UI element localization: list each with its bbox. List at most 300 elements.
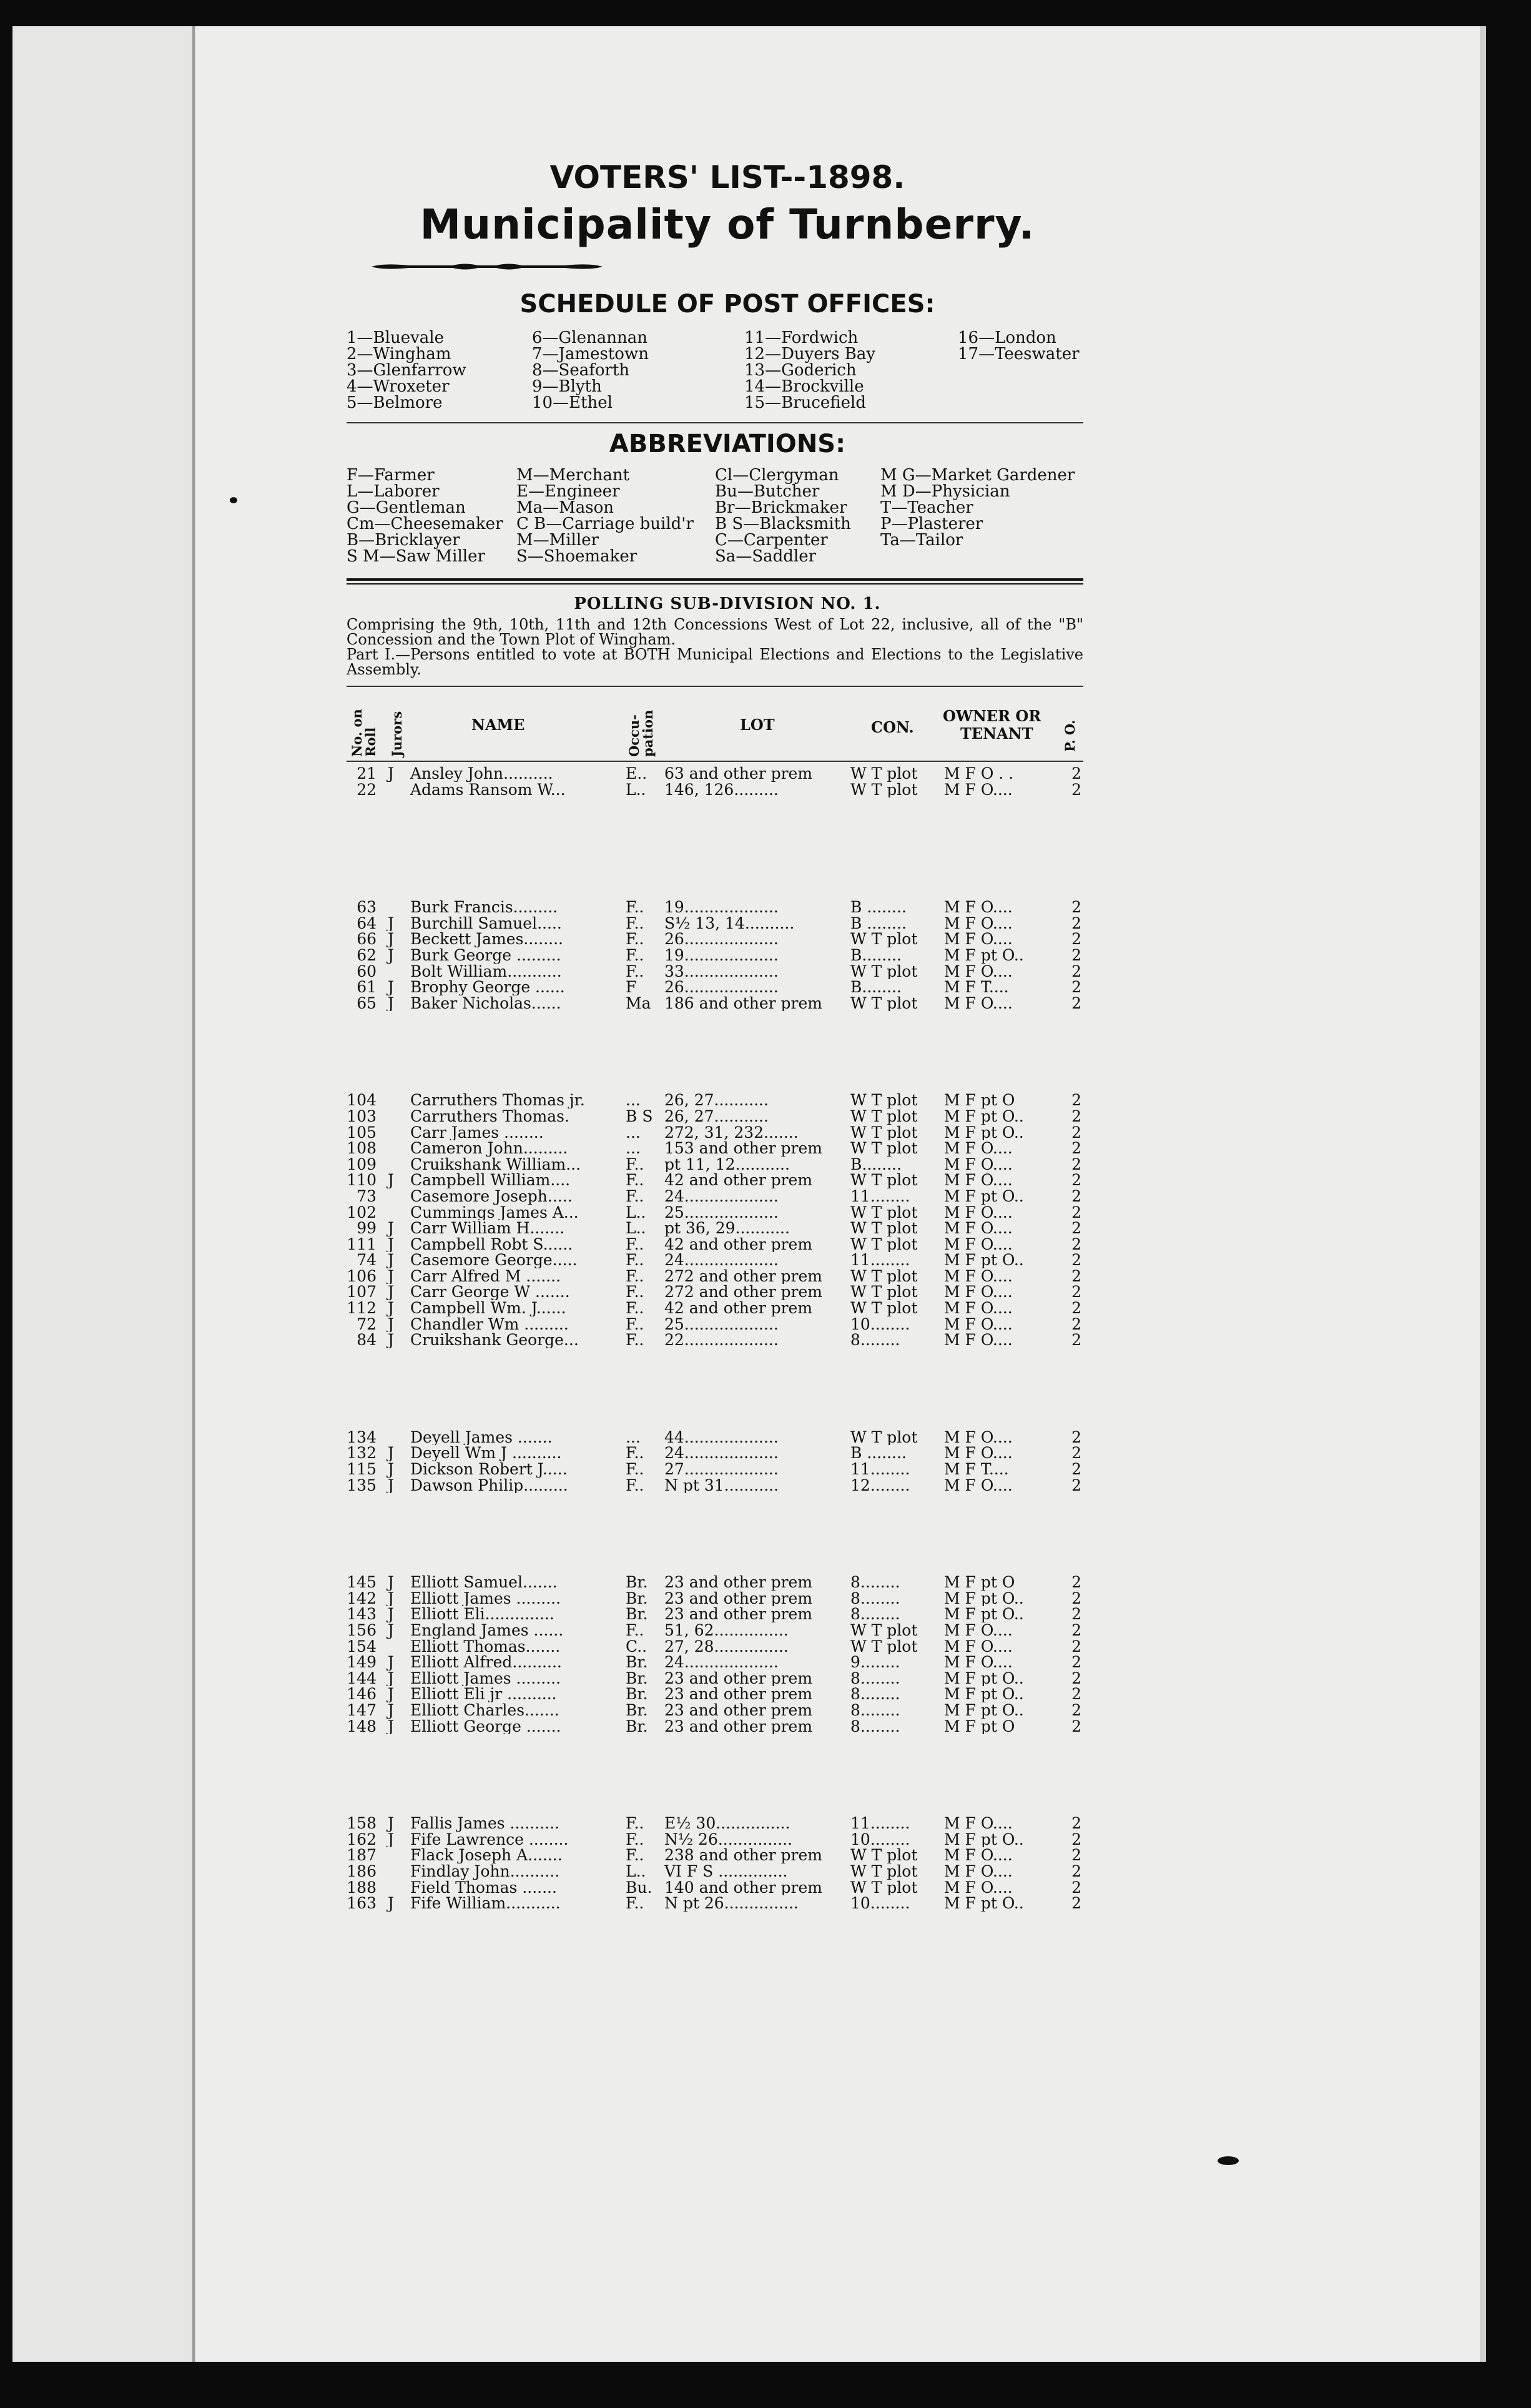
post-office: 2	[1071, 1815, 1081, 1832]
voter-row	[347, 1880, 1083, 1896]
voter-row	[347, 1188, 1083, 1205]
juror-mark: J	[387, 1718, 395, 1735]
lot: 42 and other prem	[664, 1236, 813, 1253]
voter-name: Baker Nicholas......	[410, 995, 561, 1012]
lot: 26, 27...........	[664, 1092, 769, 1108]
lot: 238 and other prem	[664, 1847, 822, 1863]
occupation: F..	[626, 1156, 644, 1173]
concession: 8........	[850, 1718, 900, 1735]
lot: 272 and other prem	[664, 1268, 822, 1285]
voter-row	[347, 1719, 1083, 1735]
lot: 23 and other prem	[664, 1590, 813, 1607]
occupation: F..	[626, 1461, 644, 1478]
roll-number: 102	[347, 1204, 377, 1221]
post-office: 2	[1071, 1124, 1081, 1141]
post-office-entry: 17—Teeswater	[958, 345, 1080, 363]
lot: 23 and other prem	[664, 1606, 813, 1622]
occupation: ...	[626, 1124, 641, 1141]
owner-tenant: M F O....	[944, 1316, 1013, 1333]
post-office: 2	[1071, 1477, 1081, 1494]
lot: 26...................	[664, 979, 779, 995]
voter-name: Campbell William....	[410, 1172, 571, 1188]
voter-row	[347, 1606, 1083, 1622]
voter-name: Deyell Wm J ..........	[410, 1445, 562, 1462]
post-office-schedule	[347, 330, 1083, 411]
roll-number: 134	[347, 1429, 377, 1446]
occupation: F..	[626, 963, 644, 980]
roll-number: 156	[347, 1622, 377, 1639]
post-office-entry: 12—Duyers Bay	[744, 345, 876, 363]
concession: 10........	[850, 1316, 910, 1333]
abbreviation-column	[516, 467, 715, 565]
abbreviations-list	[347, 467, 1083, 565]
post-office: 2	[1071, 1686, 1081, 1702]
header-jurors: Jurors	[389, 711, 405, 757]
post-office-entry: 9—Blyth	[532, 377, 602, 396]
lot: 23 and other prem	[664, 1686, 813, 1702]
concession: 8........	[850, 1702, 900, 1719]
concession: W T plot	[850, 1268, 918, 1285]
juror-mark: J	[387, 1895, 395, 1912]
voter-row	[347, 915, 1083, 932]
owner-tenant: M F O....	[944, 781, 1013, 798]
abbreviation-entry: M—Merchant	[516, 466, 630, 485]
occupation: L..	[626, 1220, 646, 1236]
post-office-entry: 5—Belmore	[347, 393, 443, 412]
abbreviation-entry: Sa—Saddler	[715, 547, 817, 566]
juror-mark: J	[387, 1461, 395, 1478]
owner-tenant: M F O....	[944, 899, 1013, 915]
concession: B ........	[850, 899, 907, 915]
owner-tenant: M F O....	[944, 1847, 1013, 1863]
owner-tenant: M F O....	[944, 1332, 1013, 1348]
lot: 63 and other prem	[664, 766, 813, 782]
post-office: 2	[1071, 1718, 1081, 1735]
voter-row	[347, 1654, 1083, 1670]
voter-name: Elliott George .......	[410, 1718, 561, 1735]
roll-number: 146	[347, 1686, 377, 1702]
post-office: 2	[1071, 1220, 1081, 1236]
roll-number: 73	[357, 1188, 377, 1205]
post-office: 2	[1071, 1316, 1081, 1333]
post-office: 2	[1071, 1702, 1081, 1719]
concession: W T plot	[850, 1124, 918, 1141]
juror-mark: J	[387, 1606, 395, 1622]
concession: B ........	[850, 1445, 907, 1462]
voter-name: Bolt William...........	[410, 963, 562, 980]
abbreviation-entry: Bu—Butcher	[715, 482, 820, 501]
roll-number: 72	[357, 1316, 377, 1333]
header-no-on-roll: No. on Roll	[349, 709, 378, 757]
abbreviation-entry: B—Bricklayer	[347, 531, 460, 550]
post-office: 2	[1071, 1156, 1081, 1173]
occupation: Br.	[626, 1574, 648, 1591]
voter-row	[347, 1140, 1083, 1157]
lot: 24...................	[664, 1445, 779, 1462]
voter-row	[347, 1108, 1083, 1125]
voter-row	[347, 1220, 1083, 1236]
voter-name: Adams Ransom W...	[410, 781, 566, 798]
owner-tenant: M F O . .	[944, 766, 1014, 782]
occupation: L..	[626, 1863, 646, 1880]
voter-name: Chandler Wm .........	[410, 1316, 569, 1333]
owner-tenant: M F pt O..	[944, 1895, 1024, 1912]
post-office: 2	[1071, 1252, 1081, 1268]
voter-name: Field Thomas .......	[410, 1879, 557, 1896]
post-office-entry: 3—Glenfarrow	[347, 361, 466, 380]
roll-number: 104	[347, 1092, 377, 1108]
post-office: 2	[1071, 766, 1081, 782]
voter-row	[347, 1172, 1083, 1188]
post-office-entry: 16—London	[958, 328, 1056, 347]
roll-number: 66	[357, 931, 377, 947]
owner-tenant: M F O....	[944, 1300, 1013, 1316]
owner-tenant: M F O....	[944, 1879, 1013, 1896]
juror-mark: J	[387, 931, 395, 947]
abbreviation-entry: Ma—Mason	[516, 498, 614, 517]
voter-name: Elliott Thomas.......	[410, 1638, 561, 1655]
voter-name: Elliott James .........	[410, 1590, 561, 1607]
owner-tenant: M F O....	[944, 1477, 1013, 1494]
abbreviation-entry: F—Farmer	[347, 466, 435, 485]
voter-row	[347, 1268, 1083, 1285]
lot: 186 and other prem	[664, 995, 822, 1012]
header-con: CON.	[871, 718, 914, 736]
post-office: 2	[1071, 931, 1081, 947]
voter-name: Casemore George.....	[410, 1252, 578, 1268]
roll-number: 74	[357, 1252, 377, 1268]
voter-name: Elliott James .........	[410, 1670, 561, 1687]
roll-number: 64	[357, 915, 377, 932]
schedule-column	[532, 330, 744, 411]
post-office: 2	[1071, 995, 1081, 1012]
voter-name: Campbell Robt S......	[410, 1236, 573, 1253]
occupation: F..	[626, 1236, 644, 1253]
occupation: F..	[626, 1188, 644, 1205]
post-office: 2	[1071, 1284, 1081, 1301]
juror-mark: J	[387, 1590, 395, 1607]
roll-number: 145	[347, 1574, 377, 1591]
lot: 25...................	[664, 1204, 779, 1221]
voter-row	[347, 931, 1083, 947]
lot: 23 and other prem	[664, 1574, 813, 1591]
occupation: Br.	[626, 1590, 648, 1607]
owner-tenant: M F pt O..	[944, 1252, 1024, 1268]
owner-tenant: M F pt O	[944, 1092, 1015, 1108]
schedule-column	[744, 330, 958, 411]
header-lot: LOT	[740, 716, 775, 734]
occupation: Br.	[626, 1670, 648, 1687]
concession: W T plot	[850, 1236, 918, 1253]
voter-row	[347, 1332, 1083, 1348]
roll-number: 154	[347, 1638, 377, 1655]
roll-number: 111	[347, 1236, 377, 1253]
post-office: 2	[1071, 1638, 1081, 1655]
occupation: Br.	[626, 1654, 648, 1670]
abbreviation-entry: S—Shoemaker	[516, 547, 638, 566]
occupation: C..	[626, 1638, 647, 1655]
voter-group	[347, 1092, 1083, 1348]
concession: W T plot	[850, 1092, 918, 1108]
post-office-entry: 15—Brucefield	[744, 393, 866, 412]
occupation: L..	[626, 781, 646, 798]
concession: W T plot	[850, 1863, 918, 1880]
voter-row	[347, 1478, 1083, 1494]
page-left-margin	[12, 26, 195, 2362]
roll-number: 162	[347, 1831, 377, 1848]
group-spacer	[347, 1493, 1083, 1574]
lot: pt 36, 29...........	[664, 1220, 790, 1236]
ink-speck	[1218, 2156, 1239, 2165]
post-office-entry: 13—Goderich	[744, 361, 857, 380]
occupation: Br.	[626, 1702, 648, 1719]
post-office: 2	[1071, 1879, 1081, 1896]
post-office: 2	[1071, 1236, 1081, 1253]
voter-name: Campbell Wm. J......	[410, 1300, 566, 1316]
lot: pt 11, 12...........	[664, 1156, 790, 1173]
concession: W T plot	[850, 1172, 918, 1188]
post-office-entry: 6—Glenannan	[532, 328, 647, 347]
owner-tenant: M F pt O..	[944, 1188, 1024, 1205]
voter-row	[347, 1125, 1083, 1141]
abbreviation-column	[715, 467, 880, 565]
voter-group	[347, 1815, 1083, 1912]
owner-tenant: M F O....	[944, 963, 1013, 980]
owner-tenant: M F pt O..	[944, 1124, 1024, 1141]
occupation: F..	[626, 1252, 644, 1268]
roll-number: 65	[357, 995, 377, 1012]
voter-name: Burchill Samuel.....	[410, 915, 562, 932]
occupation: L..	[626, 1204, 646, 1221]
juror-mark: J	[387, 1622, 395, 1639]
voter-name: Carr William H.......	[410, 1220, 565, 1236]
roll-number: 84	[357, 1332, 377, 1348]
voter-row	[347, 1157, 1083, 1173]
voter-row	[347, 1832, 1083, 1848]
owner-tenant: M F O....	[944, 1622, 1013, 1639]
page-right-edge	[1480, 26, 1486, 2362]
lot: 24...................	[664, 1654, 779, 1670]
roll-number: 135	[347, 1477, 377, 1494]
post-office: 2	[1071, 1606, 1081, 1622]
voter-row	[347, 1252, 1083, 1268]
post-office: 2	[1071, 1895, 1081, 1912]
post-office: 2	[1071, 1670, 1081, 1687]
lot: 27...................	[664, 1461, 779, 1478]
lot: 272, 31, 232.......	[664, 1124, 799, 1141]
occupation: F..	[626, 899, 644, 915]
juror-mark: J	[387, 947, 395, 964]
voter-row	[347, 1622, 1083, 1639]
occupation: Br.	[626, 1718, 648, 1735]
lot: 42 and other prem	[664, 1300, 813, 1316]
occupation: F..	[626, 1477, 644, 1494]
roll-number: 115	[347, 1461, 377, 1478]
ornament-divider	[372, 262, 603, 271]
voter-row	[347, 1092, 1083, 1108]
occupation: ...	[626, 1092, 641, 1108]
occupation: Br.	[626, 1686, 648, 1702]
concession: 9........	[850, 1654, 900, 1670]
roll-number: 108	[347, 1140, 377, 1157]
abbreviation-entry: S M—Saw Miller	[347, 547, 485, 566]
voters-list-content	[347, 159, 1083, 1912]
voter-row	[347, 1429, 1083, 1446]
voter-name: Dawson Philip.........	[410, 1477, 568, 1494]
header-po: P. O.	[1062, 719, 1078, 752]
roll-number: 110	[347, 1172, 377, 1188]
abbreviation-entry: C—Carpenter	[715, 531, 828, 550]
voter-name: Elliott Alfred..........	[410, 1654, 562, 1670]
occupation: F..	[626, 1831, 644, 1848]
concession: 8........	[850, 1574, 900, 1591]
voter-row	[347, 947, 1083, 964]
post-office: 2	[1071, 1574, 1081, 1591]
post-office: 2	[1071, 979, 1081, 995]
post-office-entry: 4—Wroxeter	[347, 377, 450, 396]
post-office-entry: 8—Seaforth	[532, 361, 630, 380]
post-office: 2	[1071, 1622, 1081, 1639]
voter-name: Fife William...........	[410, 1895, 561, 1912]
roll-number: 112	[347, 1300, 377, 1316]
lot: 146, 126.........	[664, 781, 779, 798]
lot: 26, 27...........	[664, 1108, 769, 1125]
owner-tenant: M F O....	[944, 915, 1013, 932]
roll-number: 186	[347, 1863, 377, 1880]
voter-name: Burk George .........	[410, 947, 561, 964]
owner-tenant: M F pt O..	[944, 1606, 1024, 1622]
juror-mark: J	[387, 995, 395, 1012]
voter-name: Carruthers Thomas.	[410, 1108, 569, 1125]
roll-number: 132	[347, 1445, 377, 1462]
concession: 11........	[850, 1188, 910, 1205]
owner-tenant: M F pt O..	[944, 1108, 1024, 1125]
lot: 19...................	[664, 947, 779, 964]
part-one-description: Part I.—Persons entitled to vote at BOTH Municipal Elections and Elections to the Legislative Assembly.	[347, 646, 1083, 678]
lot: 26...................	[664, 931, 779, 947]
owner-tenant: M F O....	[944, 995, 1013, 1012]
abbreviation-entry: G—Gentleman	[347, 498, 466, 517]
owner-tenant: M F O....	[944, 931, 1013, 947]
voter-row	[347, 995, 1083, 1012]
section-rule	[347, 422, 1083, 423]
owner-tenant: M F pt O..	[944, 1686, 1024, 1702]
voter-row	[347, 766, 1083, 782]
post-office: 2	[1071, 1590, 1081, 1607]
occupation: F..	[626, 1172, 644, 1188]
owner-tenant: M F O....	[944, 1815, 1013, 1832]
concession: W T plot	[850, 1638, 918, 1655]
post-office: 2	[1071, 1863, 1081, 1880]
occupation: Br.	[626, 1606, 648, 1622]
lot: N pt 26...............	[664, 1895, 799, 1912]
juror-mark: J	[387, 1686, 395, 1702]
abbreviation-entry: Br—Brickmaker	[715, 498, 847, 517]
post-office-entry: 10—Ethel	[532, 393, 613, 412]
roll-number: 99	[357, 1220, 377, 1236]
voter-name: Cruikshank William...	[410, 1156, 581, 1173]
concession: W T plot	[850, 766, 918, 782]
voter-name: Findlay John..........	[410, 1863, 560, 1880]
abbreviation-entry: P—Plasterer	[880, 515, 983, 533]
roll-number: 21	[357, 766, 377, 782]
voter-name: Casemore Joseph.....	[410, 1188, 573, 1205]
owner-tenant: M F O....	[944, 1172, 1013, 1188]
juror-mark: J	[387, 915, 395, 932]
abbreviation-entry: B S—Blacksmith	[715, 515, 851, 533]
voter-name: Deyell James .......	[410, 1429, 553, 1446]
concession: W T plot	[850, 1429, 918, 1446]
concession: W T plot	[850, 1300, 918, 1316]
polling-description: Comprising the 9th, 10th, 11th and 12th Concessions West of Lot 22, inclusive, all of the "B" Concession and the Town Plot of Wingham.	[347, 616, 1083, 648]
voter-name: Elliott Eli jr ..........	[410, 1686, 557, 1702]
owner-tenant: M F O....	[944, 1863, 1013, 1880]
roll-number: 109	[347, 1156, 377, 1173]
concession: W T plot	[850, 1284, 918, 1301]
abbreviation-entry: M D—Physician	[880, 482, 1010, 501]
occupation: F..	[626, 1300, 644, 1316]
group-spacer	[347, 797, 1083, 899]
concession: 10........	[850, 1831, 910, 1848]
owner-tenant: M F O....	[944, 1284, 1013, 1301]
abbreviation-entry: C B—Carriage build'r	[516, 515, 694, 533]
concession: 10........	[850, 1895, 910, 1912]
concession: W T plot	[850, 1847, 918, 1863]
occupation: F..	[626, 1332, 644, 1348]
roll-number: 163	[347, 1895, 377, 1912]
owner-tenant: M F O....	[944, 1236, 1013, 1253]
concession: B ........	[850, 915, 907, 932]
abbreviation-column	[347, 467, 516, 565]
post-office: 2	[1071, 1429, 1081, 1446]
voter-group	[347, 899, 1083, 1011]
owner-tenant: M F O....	[944, 1204, 1013, 1221]
voter-name: Elliott Charles.......	[410, 1702, 559, 1719]
voter-name: Carr Alfred M .......	[410, 1268, 561, 1285]
voter-name: Cummings James A...	[410, 1204, 579, 1221]
lot: 23 and other prem	[664, 1670, 813, 1687]
voters-table-body	[347, 766, 1083, 1912]
roll-number: 62	[357, 947, 377, 964]
juror-mark: J	[387, 1445, 395, 1462]
voter-name: Carr James ........	[410, 1124, 544, 1141]
roll-number: 61	[357, 979, 377, 995]
abbreviation-entry: Ta—Tailor	[880, 531, 963, 550]
roll-number: 22	[357, 781, 377, 798]
post-office: 2	[1071, 915, 1081, 932]
voter-row	[347, 1591, 1083, 1607]
juror-mark: J	[387, 1702, 395, 1719]
post-office: 2	[1071, 1847, 1081, 1863]
owner-tenant: M F pt O..	[944, 947, 1024, 964]
post-office: 2	[1071, 1332, 1081, 1348]
owner-tenant: M F T....	[944, 979, 1009, 995]
abbreviation-entry: E—Engineer	[516, 482, 620, 501]
roll-number: 158	[347, 1815, 377, 1832]
post-office: 2	[1071, 1188, 1081, 1205]
table-top-rule	[347, 686, 1083, 687]
owner-tenant: M F pt O	[944, 1574, 1015, 1591]
concession: 8........	[850, 1686, 900, 1702]
voters-table-header	[347, 691, 1083, 761]
occupation: F..	[626, 1268, 644, 1285]
voter-name: England James ......	[410, 1622, 564, 1639]
post-office: 2	[1071, 1654, 1081, 1670]
juror-mark: J	[387, 1332, 395, 1348]
voter-row	[347, 899, 1083, 915]
juror-mark: J	[387, 1477, 395, 1494]
occupation: ...	[626, 1140, 641, 1157]
